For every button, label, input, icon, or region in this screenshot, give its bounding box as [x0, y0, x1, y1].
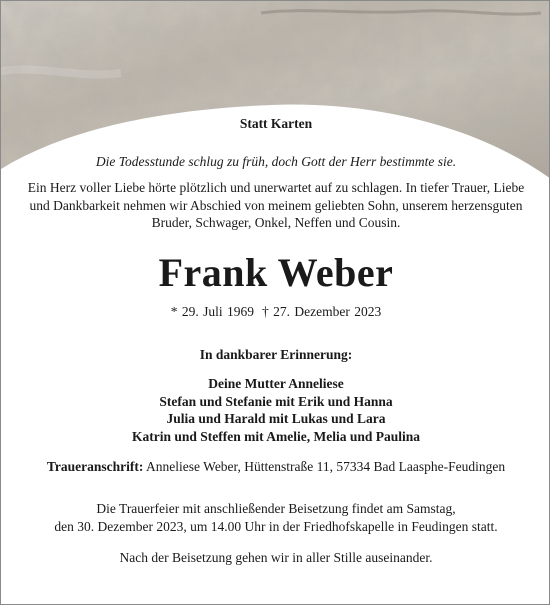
birth-date: * 29. Juli 1969 — [170, 304, 255, 319]
closing-note: Nach der Beisetzung gehen wir in aller Stille auseinander. — [119, 550, 433, 565]
service-line: den 30. Dezember 2023, um 14.00 Uhr in der Friedhofskapelle in Feudingen statt. — [54, 518, 498, 534]
address-label: Traueranschrift: — [46, 459, 144, 474]
death-date: † 27. Dezember 2023 — [262, 304, 382, 319]
family-list — [1, 375, 550, 445]
deceased-name: Frank Weber — [158, 250, 394, 295]
family-line: Deine Mutter Anneliese — [208, 376, 344, 391]
funeral-service-info — [21, 500, 531, 535]
statt-karten-heading: Statt Karten — [239, 116, 313, 131]
mourning-address — [1, 459, 550, 475]
motto-quote: Die Todesstunde schlug zu früh, doch Gott der Herr bestimmte sie. — [95, 154, 457, 169]
address-value: Anneliese Weber, Hüttenstraße 11, 57334 Bad Laasphe-Feudingen — [146, 459, 506, 474]
intro-text: Ein Herz voller Liebe hörte plötzlich und unerwartet auf zu schlagen. In tiefer Trauer, Liebe und Dankbarkeit nehmen wir Abschied von meinem geliebten Sohn, unserem herzensguten Bruder, Schwager, Onkel, Neffen und Cousin. — [27, 180, 525, 230]
family-line: Julia und Harald mit Lukas und Lara — [166, 411, 386, 426]
family-line: Katrin und Steffen mit Amelie, Melia und Paulina — [131, 428, 420, 444]
family-line: Stefan und Stefanie mit Erik und Hanna — [159, 393, 393, 409]
service-line: Die Trauerfeier mit anschließender Beisetzung findet am Samstag, — [96, 501, 456, 516]
memory-heading: In dankbarer Erinnerung: — [199, 347, 353, 362]
life-dates — [1, 304, 550, 320]
